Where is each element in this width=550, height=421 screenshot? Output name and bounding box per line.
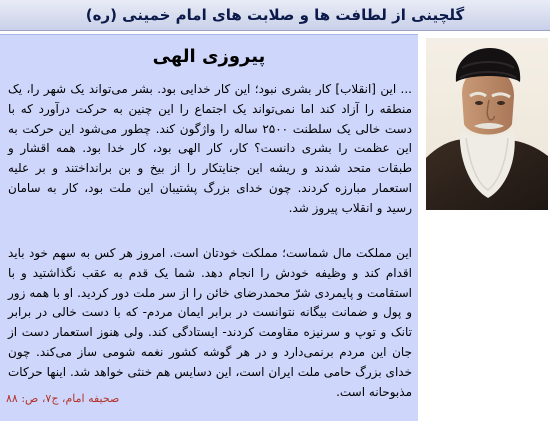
portrait-image (426, 38, 548, 210)
article-title: پیروزی الهی (152, 46, 266, 67)
source-citation: صحیفه امام، ج۷، ص: ۸۸ (6, 392, 120, 405)
article-paragraph-1: ... این [انقلاب] کار بشری نبود؛ این کار خدایی بود. بشر می‌تواند یک شهر را، یک منطقه را آزاد کند اما نمی‌تواند یک اجتماع را این چنین به حرکت درآورد که با دست خالی یک سلطنت ۲۵۰۰ ساله را واژگون کند. چطور می‌شود این حرکت به این عظمت را بشری دانست؟ کار، کار الهی بود، کار خدا بود. همه اقشار و طبقات متحد شدند و ریشه این جنایتکار را از بیخ و بن برانداختند و بر علیه استعمار مبارزه کردند. چون خدای بزرگ پشتیبان این ملت بود، کار به سامان رسید و انقلاب پیروز شد. (8, 82, 412, 215)
article-paragraph-2: این مملکت مال شماست؛ مملکت خودتان است. امروز هر کس به سهم خود باید اقدام کند و وظیفه خودش را انجام دهد. شما یک قدم به عقب نگذاشتید و با استقامت و پایمردی شرّ محمدرضای خائن را از سر ملت دور کردید. او با همه زور و پول و ضمانت بیگانه نتوانست در برابر ایمان مردم- که با دست خالی در برابر تانک و توپ و سرنیزه مقاومت کردند- ایستادگی کند. ولی هنوز استعمار دست از جان این مردم برنمی‌دارد و در هر گوشه کشور نغمه شومی ساز می‌کند. چون خدای بزرگ حامی ملت ایران است، این دسایس هم خنثی خواهد شد. اینها حرکات مذبوحانه است. (8, 246, 412, 399)
header-bar (0, 0, 550, 31)
portrait-illustration (426, 38, 548, 210)
page-title: گلچینی از لطافت ها و صلابت های امام خمینی (ره) (85, 6, 465, 24)
